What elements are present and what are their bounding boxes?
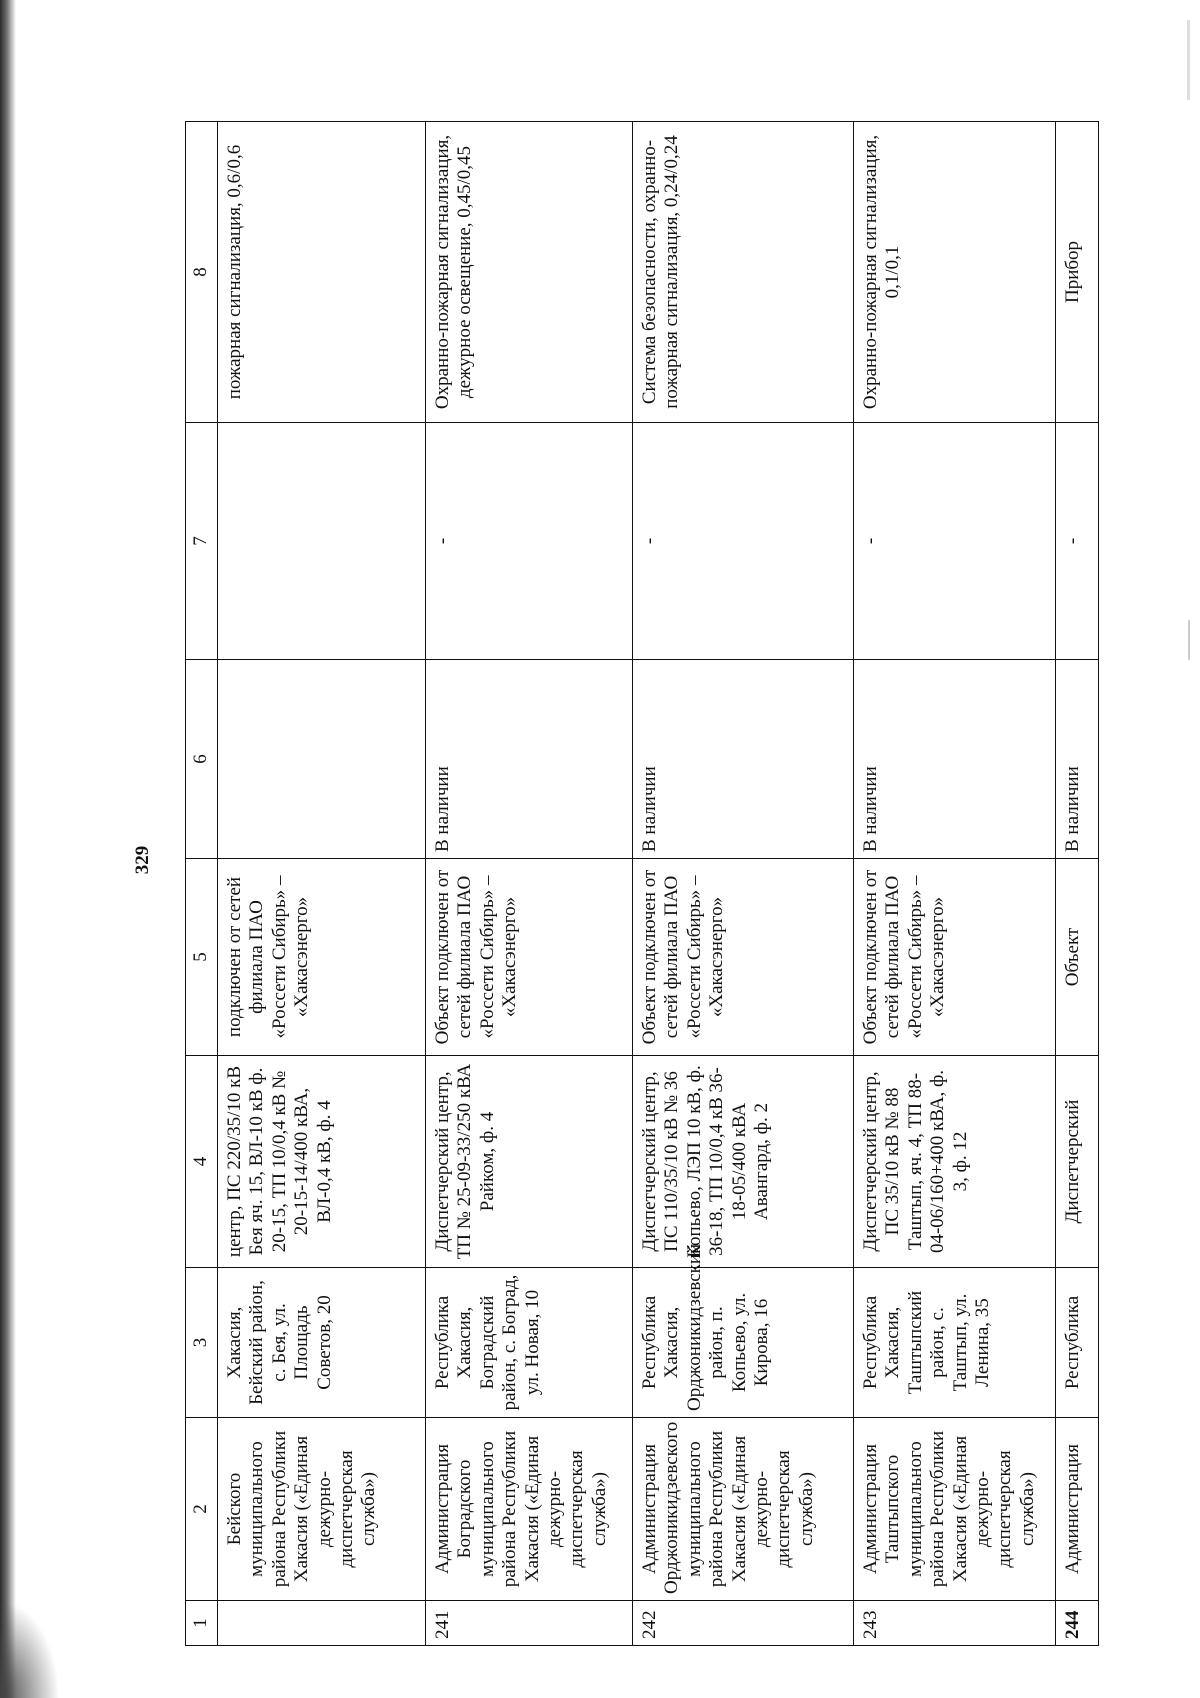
- energy-objects-table: [185, 121, 1099, 1646]
- cell-availability: В наличии: [854, 660, 1056, 859]
- header-cell-3: 3: [186, 1268, 218, 1418]
- header-cell-8: 8: [186, 122, 218, 423]
- cell-availability: В наличии: [1056, 660, 1099, 859]
- scan-left-edge: [0, 0, 16, 1698]
- cell-systems: Прибор: [1056, 122, 1099, 423]
- cell-connection: Объект: [1056, 859, 1099, 1056]
- cell-address: Хакасия, Бейский район, с. Бея, ул. Площадь Советов, 20: [218, 1268, 426, 1418]
- cell-organization: Бейского муниципального района Республики Хакасия («Единая дежурно-диспетчерская служба»): [218, 1418, 426, 1601]
- cell-organization: Администрация Орджоникидзевского муниципального района Республики Хакасия («Единая дежурно-диспетчерская служба»): [633, 1418, 854, 1601]
- cell-address: Республика Хакасия, Таштыпский район, с. Таштып, ул. Ленина, 35: [854, 1268, 1056, 1418]
- cell-col7: -: [854, 423, 1056, 660]
- cell-number: 242: [633, 1601, 854, 1646]
- cell-availability: В наличии: [426, 660, 633, 859]
- rotated-table-container: [185, 122, 1098, 1646]
- cell-systems: пожарная сигнализация, 0,6/0,6: [218, 122, 426, 423]
- cell-organization: Администрация Таштыпского муниципального района Республики Хакасия («Единая дежурно-диспетчерская служба»): [854, 1418, 1056, 1601]
- table-row: [426, 122, 633, 1646]
- cell-power-source: Диспетчерский центр, ПС 35/10 кВ № 88 Таштып, яч. 4, ТП 88-04-06/160+400 кВА, ф. 3, ф. 12: [854, 1056, 1056, 1268]
- cell-systems: Охранно-пожарная сигнализация, дежурное освещение, 0,45/0,45: [426, 122, 633, 423]
- cell-col7: -: [633, 423, 854, 660]
- table-row: [633, 122, 854, 1646]
- header-cell-1: 1: [186, 1601, 218, 1646]
- cell-connection: Объект подключен от сетей филиала ПАО «Россети Сибирь» – «Хакасэнерго»: [854, 859, 1056, 1056]
- cell-number: 241: [426, 1601, 633, 1646]
- cell-number: [218, 1601, 426, 1646]
- cell-power-source: центр, ПС 220/35/10 кВ Бея яч. 15, ВЛ-10 кВ ф. 20-15, ТП 10/0,4 кВ № 20-15-14/400 кВА, ВЛ-0,4 кВ, ф. 4: [218, 1056, 426, 1268]
- scan-corner-shadow: [0, 1600, 60, 1698]
- table-row-continuation: [218, 122, 426, 1646]
- cell-col7: -: [1056, 423, 1099, 660]
- cell-col7: -: [426, 423, 633, 660]
- header-cell-6: 6: [186, 660, 218, 859]
- cell-connection: подключен от сетей филиала ПАО «Россети Сибирь» – «Хакасэнерго»: [218, 859, 426, 1056]
- cell-power-source: Диспетчерский центр, ТП № 25-09-33/250 кВА Райком, ф. 4: [426, 1056, 633, 1268]
- cell-address: Республика Хакасия, Орджоникидзевский район, п. Копьево, ул. Кирова, 16: [633, 1268, 854, 1418]
- cell-power-source: Диспетчерский центр, ПС 110/35/10 кВ № 36 Копьево, ЛЭП 10 кВ, ф. 36-18, ТП 10/0,4 кВ 36-18-05/400 кВА Авангард, ф. 2: [633, 1056, 854, 1268]
- cell-organization: Администрация: [1056, 1418, 1099, 1601]
- cell-number: 243: [854, 1601, 1056, 1646]
- header-cell-2: 2: [186, 1418, 218, 1601]
- cell-connection: Объект подключен от сетей филиала ПАО «Россети Сибирь» – «Хакасэнерго»: [426, 859, 633, 1056]
- scan-right-mark: [1188, 620, 1190, 660]
- cell-systems: Охранно-пожарная сигнализация, 0,1/0,1: [854, 122, 1056, 423]
- cell-col7: [218, 423, 426, 660]
- header-cell-4: 4: [186, 1056, 218, 1268]
- table-header-row: [186, 122, 218, 1646]
- cell-availability: [218, 660, 426, 859]
- scan-right-mark: [1187, 20, 1190, 100]
- table-row: [1056, 122, 1099, 1646]
- cell-address: Республика: [1056, 1268, 1099, 1418]
- cell-power-source: Диспетчерский: [1056, 1056, 1099, 1268]
- page-number: 329: [132, 845, 153, 875]
- cell-connection: Объект подключен от сетей филиала ПАО «Россети Сибирь» – «Хакасэнерго»: [633, 859, 854, 1056]
- header-cell-7: 7: [186, 423, 218, 660]
- cell-availability: В наличии: [633, 660, 854, 859]
- header-cell-5: 5: [186, 859, 218, 1056]
- table-row: [854, 122, 1056, 1646]
- cell-address: Республика Хакасия, Боградский район, с. Боград, ул. Новая, 10: [426, 1268, 633, 1418]
- cell-number: 244: [1056, 1601, 1099, 1646]
- cell-organization: Администрация Боградского муниципального района Республики Хакасия («Единая дежурно-диспетчерская служба»): [426, 1418, 633, 1601]
- cell-systems: Система безопасности, охранно-пожарная сигнализация, 0,24/0,24: [633, 122, 854, 423]
